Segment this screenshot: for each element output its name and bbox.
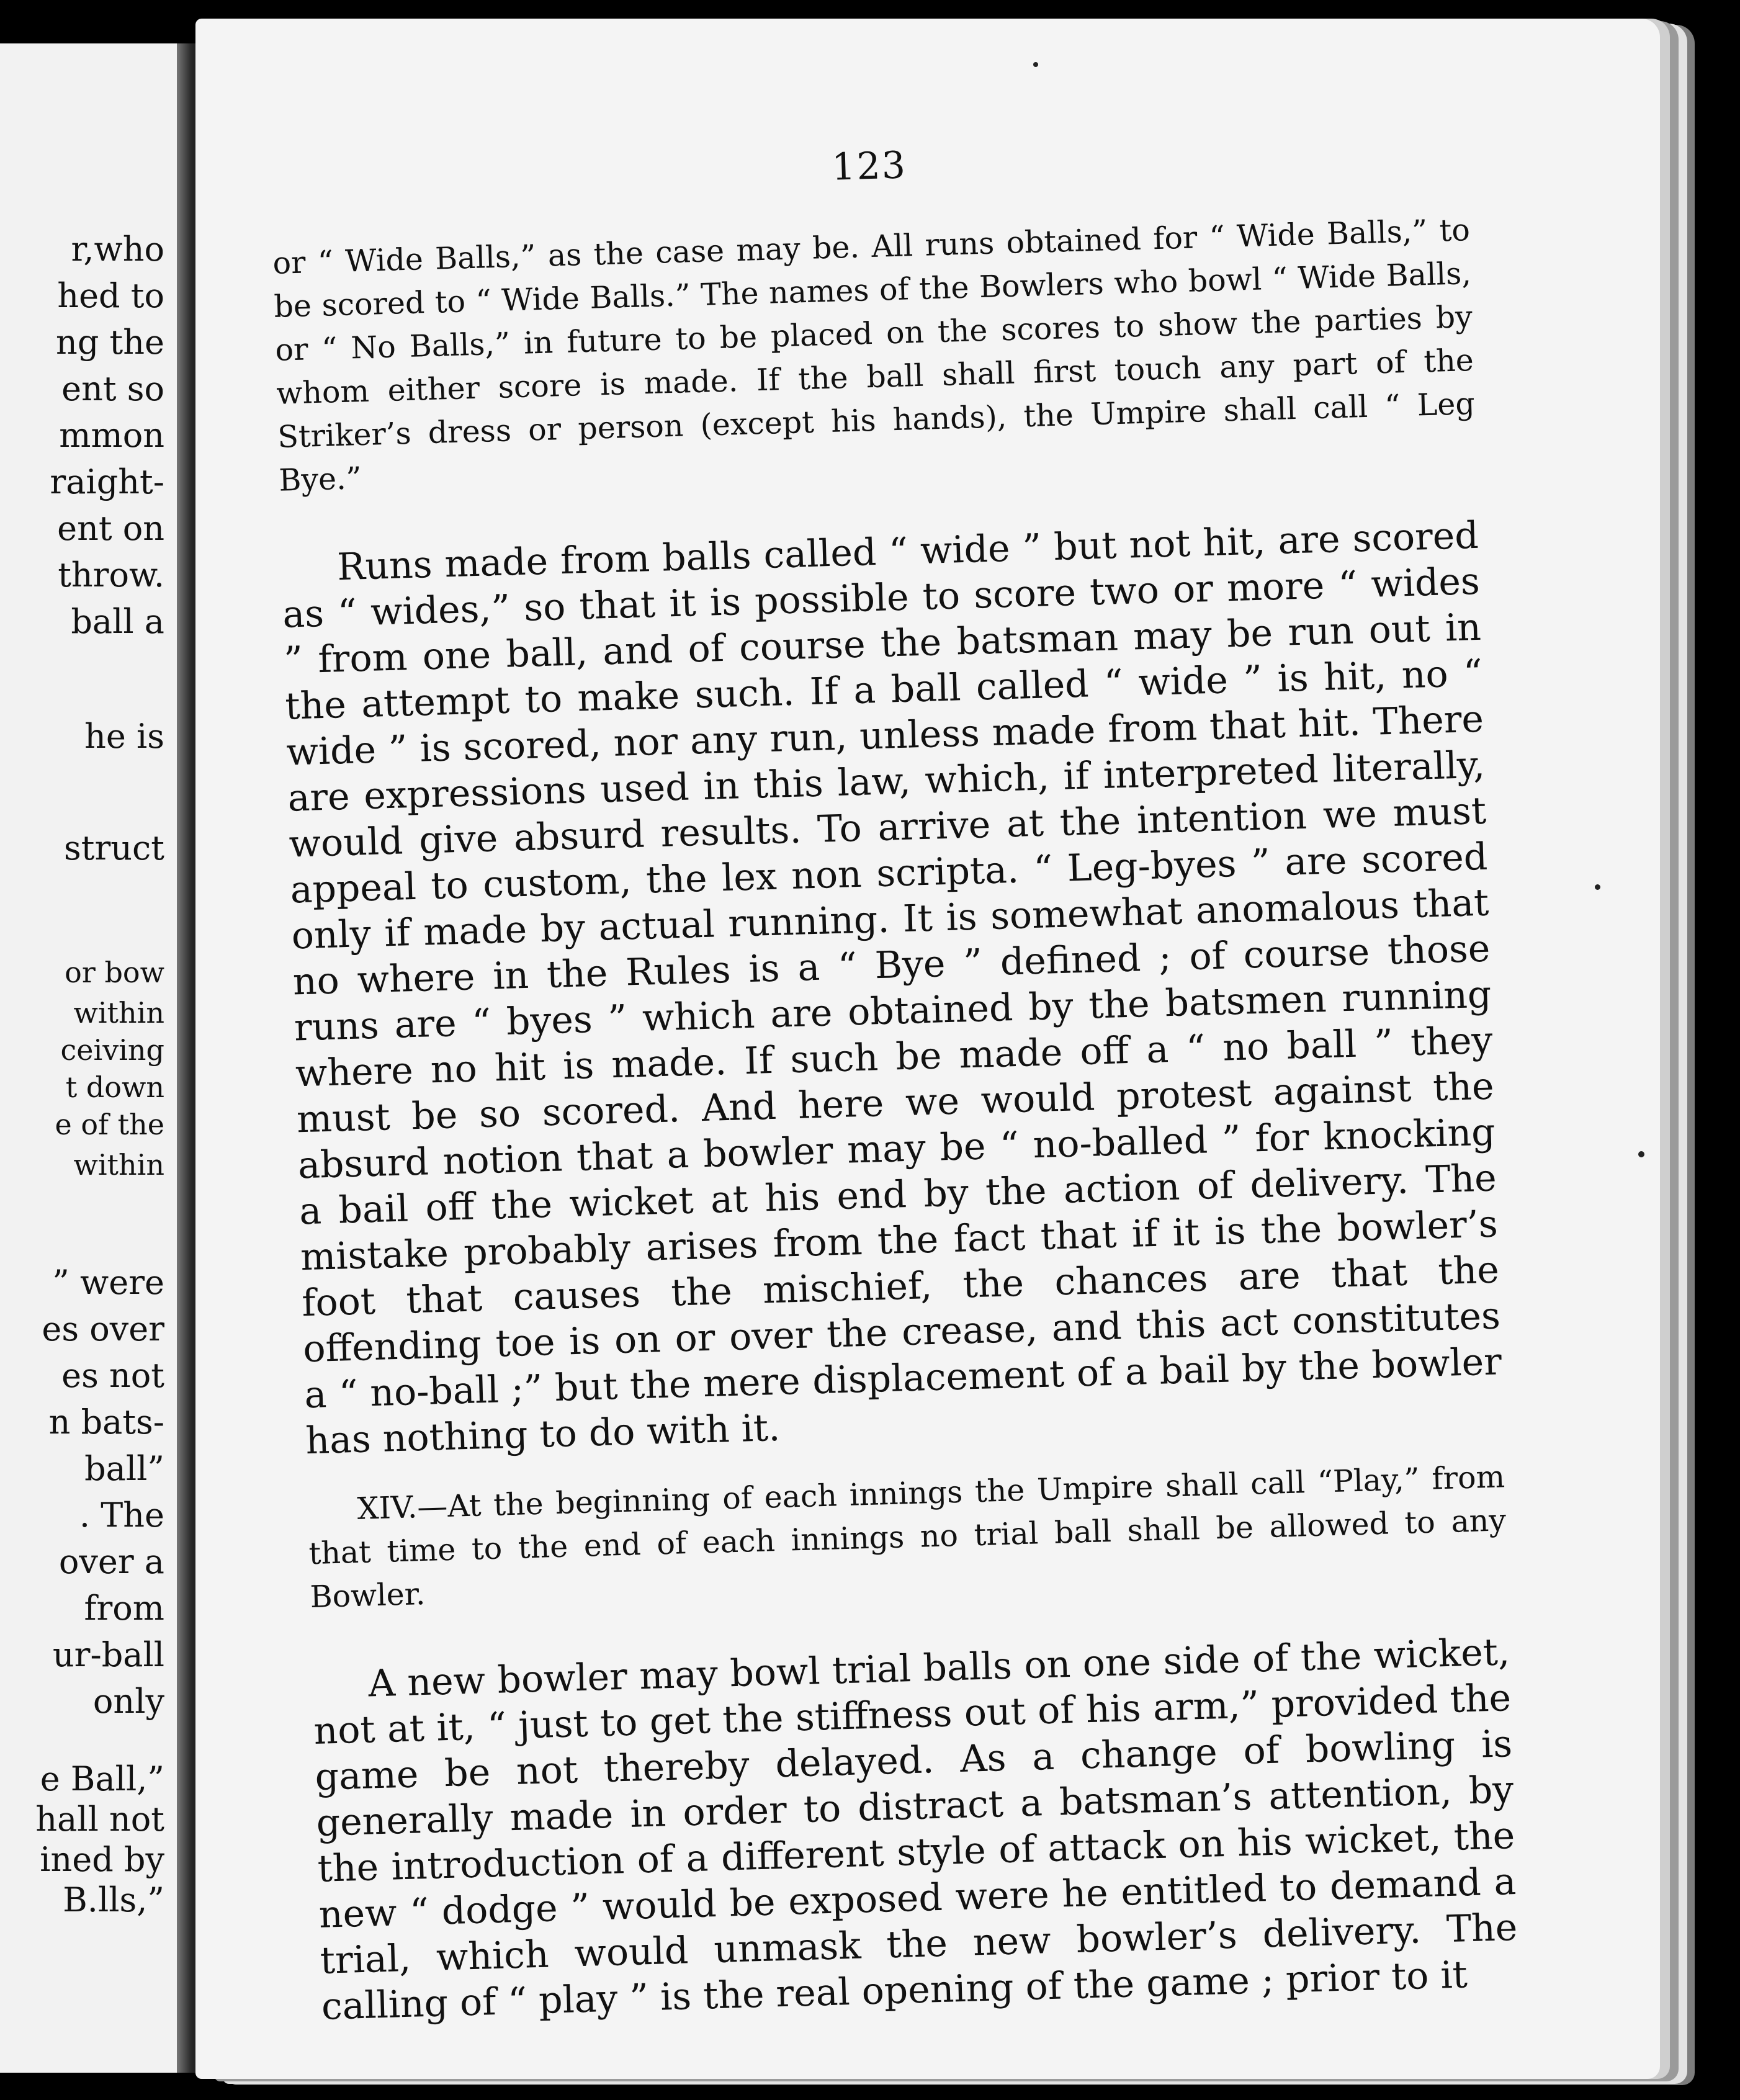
left-page-text-fragment: mmon	[59, 416, 164, 455]
left-page-text-fragment: ng the	[56, 323, 164, 362]
left-page-text-fragment: hall not	[35, 1800, 164, 1839]
left-page-text-fragment: e Ball,”	[40, 1759, 164, 1798]
left-page-text-fragment: r,who	[71, 230, 164, 269]
left-page-text-fragment: only	[92, 1682, 164, 1721]
left-page-text-fragment: throw.	[58, 555, 164, 595]
left-page-text-fragment: ent on	[57, 509, 164, 548]
left-page-text-fragment: es not	[61, 1356, 164, 1395]
left-page-text-fragment: hed to	[57, 276, 164, 315]
left-page-text-fragment: or bow	[65, 956, 164, 989]
left-facing-page	[0, 43, 177, 2073]
left-page-text-fragment: ur-ball	[52, 1635, 164, 1674]
left-page-text-fragment: within	[73, 1148, 164, 1182]
left-page-text-fragment: ball”	[84, 1449, 164, 1488]
left-page-text-fragment: raight-	[50, 462, 164, 501]
left-page-text-fragment: es over	[42, 1309, 164, 1348]
scan-speck	[1638, 1151, 1644, 1157]
left-page-text-fragment: e of the	[55, 1108, 164, 1141]
commentary-paragraph-trial-balls: A new bowler may bowl trial balls on one side of the wicket, not at it, “ just to get the stiffness out of his arm,” provided the game be not thereby delayed. As a change of bowling is generally made in order to distract a batsman’s attention, by the introduction of a different style of attack on his wicket, the new “ dodge ” would be exposed were he entitled to demand a trial, which would unmask the new bowler’s delivery. The calling of “ play ” is the real opening of the game ; prior to it	[313, 1630, 1518, 2029]
left-page-text-fragment: t down	[65, 1070, 164, 1104]
page-number: 123	[831, 143, 907, 189]
scan-speck	[1033, 62, 1038, 67]
left-page-text-fragment: over a	[58, 1542, 164, 1581]
left-page-text-fragment: ceiving	[60, 1033, 164, 1067]
law-paragraph-continued: or “ Wide Balls,” as the case may be. All runs obtained for “ Wide Balls,” to be scored to “ Wide Balls.” The names of the Bowlers who bowl “ Wide Balls, or “ No Balls,” in future to be placed on the scores to show the parties by whom either score is made. If the ball shall first touch any part of the Striker’s dress or person (except his hands), the Umpire shall call “ Leg Bye.”	[272, 212, 1476, 498]
book-page	[195, 19, 1660, 2079]
left-page-text-fragment: ent so	[61, 369, 164, 408]
left-page-text-fragment: B.lls,”	[63, 1880, 164, 1919]
page-text-block	[270, 128, 1520, 2055]
commentary-paragraph-wides: Runs made from balls called “ wide ” but not hit, are scored as “ wides,” so that it is possible to score two or more “ wides ” from one ball, and of course the batsman may be run out in the attempt to make such. If a ball called “ wide ” is hit, no “ wide ” is scored, nor any run, unless made from that hit. There are expressions used in this law, which, if interpreted literally, would give absurd results. To arrive at the intention we must appeal to custom, the lex non scripta. “ Leg-byes ” are scored only if made by actual running. It is somewhat anomalous that no where in the Rules is a “ Bye ” defined ; of course those runs are “ byes ” which are obtained by the batsmen running where no hit is made. If such be made off a “ no ball ” they must be so scored. And here we would protest against the absurd notion that a bowler may be “ no-balled ” for knocking a bail off the wicket at his end by the action of delivery. The mistake probably arises from the fact that if it is the bowler’s foot that causes the mischief, the chances are that the offending toe is on or over the crease, and this act constitutes a “ no-ball ;” but the mere displacement of a bail by the bowler has nothing to do with it.	[282, 513, 1502, 1463]
left-page-text-fragment: he is	[84, 717, 164, 756]
left-page-text-fragment: ball a	[71, 602, 164, 641]
left-page-text-fragment: within	[73, 996, 164, 1030]
left-page-text-fragment: . The	[79, 1496, 164, 1535]
left-page-text-fragment: from	[84, 1589, 164, 1628]
left-page-text-fragment: ” were	[52, 1263, 164, 1302]
left-page-text-fragment: n bats-	[48, 1402, 164, 1442]
scan-speck	[1595, 884, 1600, 890]
left-page-text-fragment: struct	[64, 828, 164, 868]
left-page-text-fragment: ined by	[40, 1840, 164, 1879]
law-xiv-paragraph: XIV.—At the beginning of each innings the Umpire shall call “Play,” from that time to the end of each innings no trial ball shall be allowed to any Bowler.	[308, 1459, 1507, 1615]
